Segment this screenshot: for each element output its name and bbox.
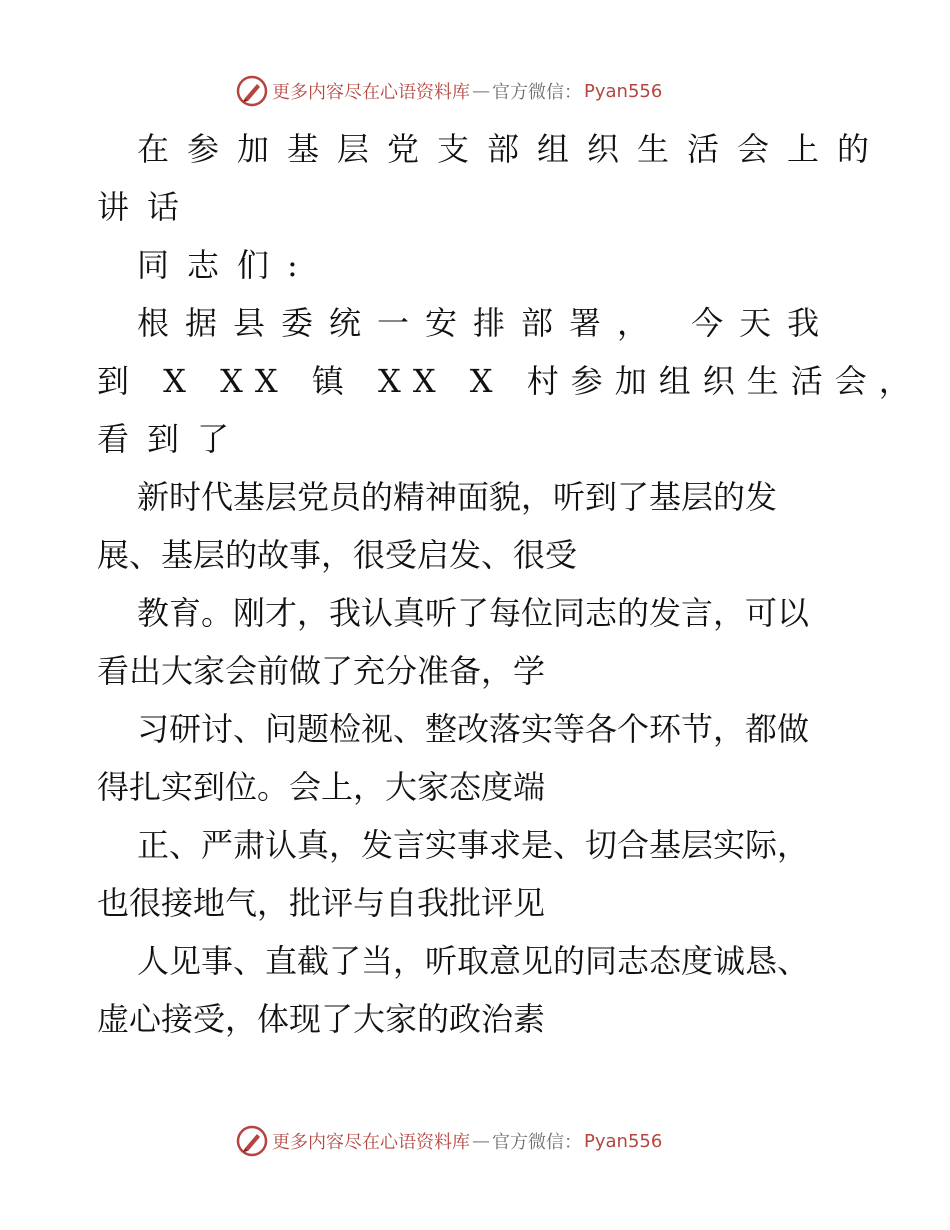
paragraph-line: 习研讨、问题检视、整改落实等各个环节，都做 [137, 710, 810, 748]
pen-logo-icon [236, 75, 268, 107]
paragraph-line: 虚心接受，体现了大家的政治素 [97, 1000, 546, 1038]
paragraph-line: 也很接地气，批评与自我批评见 [97, 884, 546, 922]
paragraph-line: 正、严肃认真，发言实事求是、切合基层实际， [137, 826, 810, 864]
paragraph-line: 人见事、直截了当，听取意见的同志态度诚恳、 [137, 942, 810, 980]
salutation: 同志们: [137, 246, 316, 284]
pen-logo-icon [236, 1125, 268, 1157]
paragraph-line: 新时代基层党员的精神面貌，听到了基层的发 [137, 478, 778, 516]
document-title-line-2: 讲话 [97, 188, 198, 226]
paragraph-line: 到 X XX 镇 XX X 村参加组织生活会， [97, 362, 923, 400]
watermark-dash: — [472, 1130, 490, 1152]
paragraph-line: 看到了 [97, 420, 248, 458]
watermark-wechat-label: 官方微信： [492, 1132, 582, 1153]
paragraph-line: 展、基层的故事，很受启发、很受 [97, 536, 578, 574]
paragraph-line: 得扎实到位。会上，大家态度端 [97, 768, 546, 806]
watermark-site-text: 更多内容尽在心语资料库 [272, 1132, 470, 1153]
watermark-wechat-label: 官方微信： [492, 82, 582, 103]
watermark-site-text: 更多内容尽在心语资料库 [272, 82, 470, 103]
paragraph-line: 看出大家会前做了充分准备，学 [97, 652, 546, 690]
watermark-dash: — [472, 80, 490, 102]
paragraph-line: 根据县委统一安排部署， 今天我 [137, 304, 836, 342]
watermark-wechat-id: Pyan556 [584, 1130, 663, 1152]
paragraph-line: 教育。刚才，我认真听了每位同志的发言，可以 [137, 594, 810, 632]
footer-watermark [236, 1124, 662, 1158]
header-watermark [236, 74, 662, 108]
watermark-wechat-id: Pyan556 [584, 80, 663, 102]
document-title-line-1: 在参加基层党支部组织生活会上的 [137, 130, 888, 168]
